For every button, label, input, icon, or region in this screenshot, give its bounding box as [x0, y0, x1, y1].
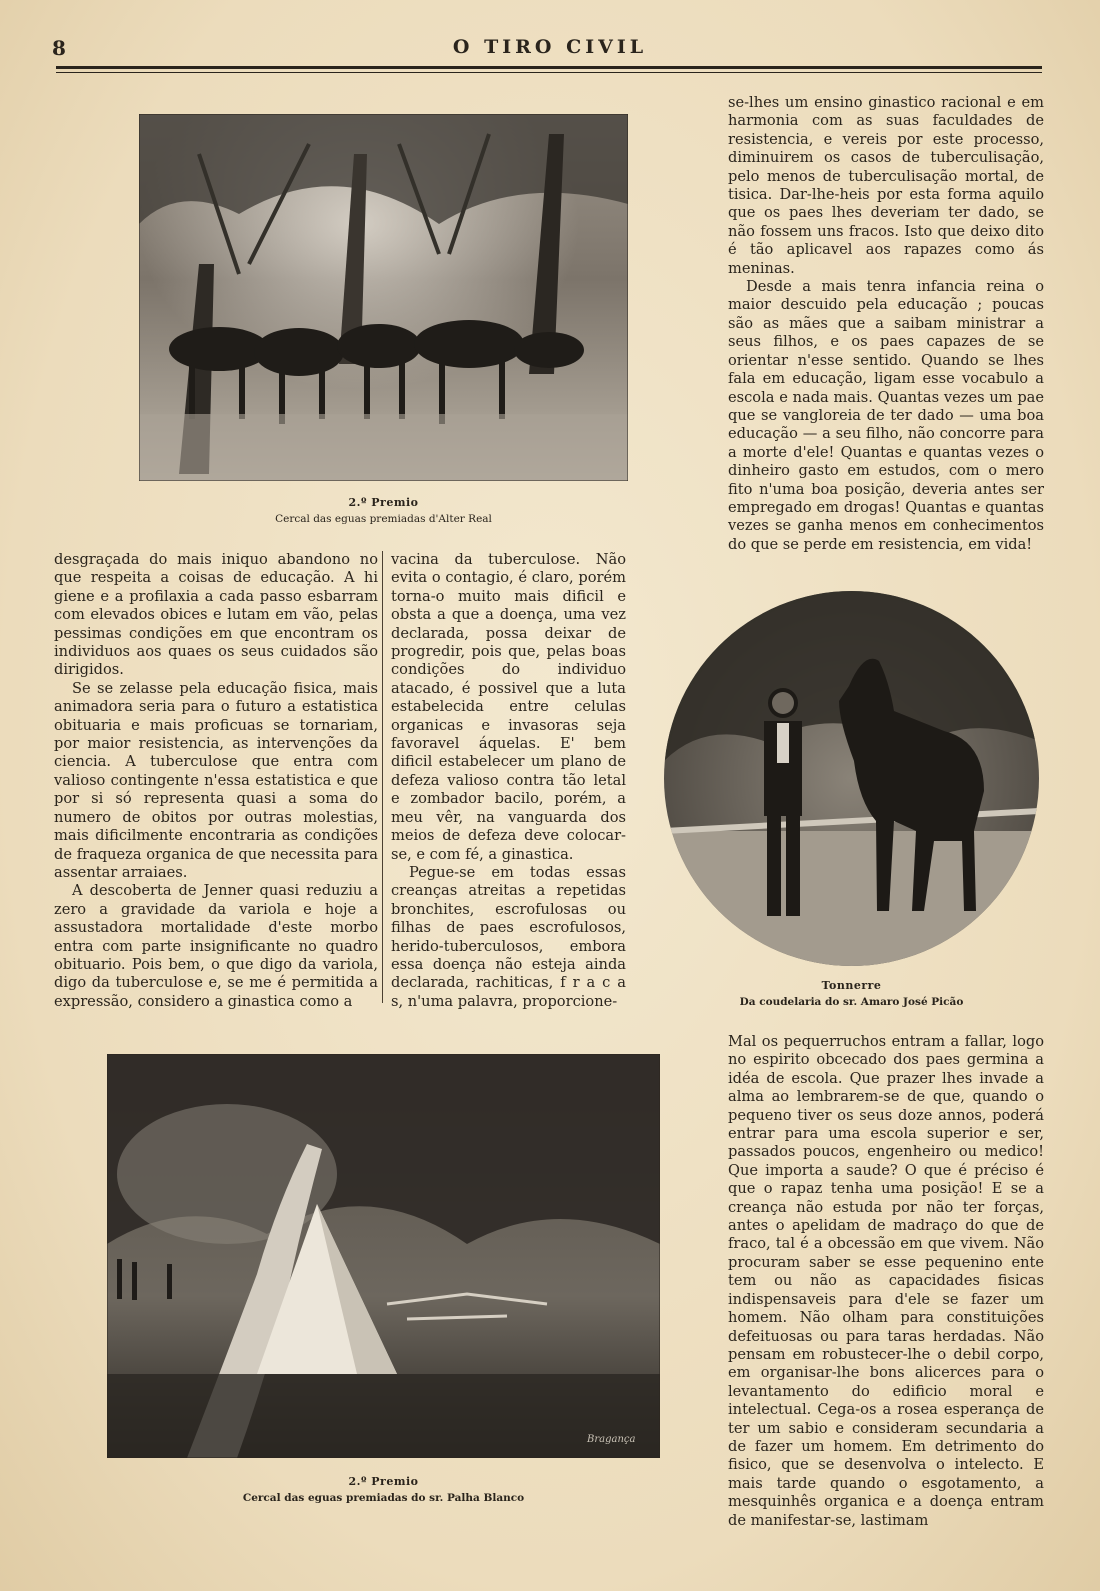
photo-tent-enclosure — [107, 1054, 660, 1458]
photo-horses-enclosure — [139, 114, 628, 481]
photo-top-title: 2.º Premio — [348, 496, 419, 509]
photo-round-caption-text: Da coudelaria do sr. Amaro José Picão — [739, 996, 964, 1008]
photo-top-caption-text: Cercal das eguas premiadas d'Alter Real — [275, 513, 492, 525]
photo-bottom-caption-text: Cercal das eguas premiadas do sr. Palha Blanco — [242, 1492, 525, 1504]
article-column-3-bottom — [728, 1033, 1044, 1530]
photo-round-caption — [664, 978, 1039, 1010]
photo-tonnerre-horse — [664, 591, 1039, 966]
paragraph: Se se zelasse pela educação fisica, mais animadora seria para o futuro a estatistica obituaria e mais proficuas se tornariam, por maior resistencia, as intervenções da ciencia. A tuberculose que entra com valioso contingente n'essa estatistica e que por si só representa quasi a soma do numero de obitos por outras molestias, mais dificilmente encontraria as condições de fraqueza organica de que necessita para assentar arraiaes. — [54, 679, 378, 881]
photo-signature: Bragança — [587, 1434, 636, 1445]
paragraph: desgraçada do mais iniquo abandono no que respeita a coisas de educação. A hi giene e a profilaxia a cada passo esbarram com elevados obices e lutam em vão, pelas pessimas condições em que encontram os individuos aos quaes os seus cuidados são dirigidos. — [54, 551, 378, 679]
header-rule — [56, 66, 1042, 69]
article-column-1 — [54, 551, 378, 1011]
article-column-2 — [391, 551, 626, 1011]
article-column-3-top — [728, 94, 1044, 554]
paragraph: se-lhes um ensino ginastico racional e em harmonia com as suas faculdades de resistencia, e vereis por este processo, diminuirem os casos de tuberculisação, pelo menos de tuberculisação mortal, de tisica. Dar-lhe-heis por esta forma aquilo que os paes lhes deveriam ter dado, se não fossem uns fracos. Isto que deixo dito é tão aplicavel aos rapazes como ás meninas. — [728, 94, 1044, 277]
header-rule-thin — [56, 72, 1042, 73]
photo-round-title: Tonnerre — [821, 979, 882, 992]
paragraph: Mal os pequerruchos entram a fallar, logo no espirito obcecado dos paes germina a idéa de escola. Que prazer lhes invade a alma ao lembrarem-se de que, quando o pequeno tiver os seus doze annos, poderá entrar para uma escola superior e ser, passados poucos, engenheiro ou medico! Que importa a saude? O que é préciso é que o rapaz tenha uma posição! E se a creança não estuda por não ter forças, antes o apelidam de madraço do que de fraco, tal é a obcessão em que vivem. Não procuram saber se esse pequenino ente tem ou não as capacidades fisicas indispensaveis para d'ele se fazer um homem. Não olham para constituições defeituosas ou para taras herdadas. Não pensam em robustecer-lhe o debil corpo, em organisar-lhe bons alicerces para o levantamento do edificio moral e intelectual. Cega-os a rosea esperança de ter um sabio e consideram secundaria a de fazer um homem. Em detrimento do fisico, que se desenvolva o intelecto. E mais tarde quando o esgotamento, a mesquinhês organica e a doença entram de manifestar-se, lastimam — [728, 1033, 1044, 1529]
paragraph: A descoberta de Jenner quasi reduziu a zero a gravidade da variola e hoje a assustadora mortalidade d'este morbo entra com parte insignificante no quadro obituario. Pois bem, o que digo da variola, digo da tuberculose e, se me é permitida a expressão, considero a ginastica como a — [54, 882, 378, 1010]
page-number: 8 — [52, 36, 67, 60]
column-divider — [382, 551, 383, 1003]
photo-bottom-caption — [107, 1474, 660, 1506]
paragraph: Desde a mais tenra infancia reina o maior descuido pela educação ; poucas são as mães que a saibam ministrar a seus filhos, e os paes capazes de se orientar n'esse sentido. Quando se lhes fala em educação, ligam esse vocabulo a escola e nada mais. Quantas vezes um pae que se vangloreia de ter dado — uma boa educação — a seu filho, não concorre para a morte d'ele! Quantas e quantas vezes o dinheiro gasto em estudos, com o mero fito n'uma boa posição, deveria antes ser empregado em drogas! Quantas e quantas vezes se ganha menos em conhecimentos do que se perde em resistencia, em vida! — [728, 278, 1044, 553]
photo-bottom-title: 2.º Premio — [348, 1475, 419, 1488]
masthead-title: O TIRO CIVIL — [452, 36, 648, 58]
paragraph: Pegue-se em todas essas creanças atreitas a repetidas bronchites, escrofulosas ou filhas de paes escrofulosos, herido-tuberculosos, embora essa doença não esteja ainda declarada, rachiticas, f r a c a s, n'uma palavra, proporcione- — [391, 863, 626, 1010]
paragraph: vacina da tuberculose. Não evita o contagio, é claro, porém torna-o muito mais dificil e obsta a que a doença, uma vez declarada, possa deixar de progredir, pois que, pelas boas condições do individuo atacado, é possivel que a luta estabelecida entre celulas organicas e invasoras seja favoravel áquelas. E' bem dificil estabelecer um plano de defeza valioso contra tão letal e zombador bacilo, porém, a meu vêr, na vanguarda dos meios de defeza deve colocar-se, e com fé, a ginastica. — [391, 551, 626, 863]
photo-top-caption — [139, 495, 628, 527]
